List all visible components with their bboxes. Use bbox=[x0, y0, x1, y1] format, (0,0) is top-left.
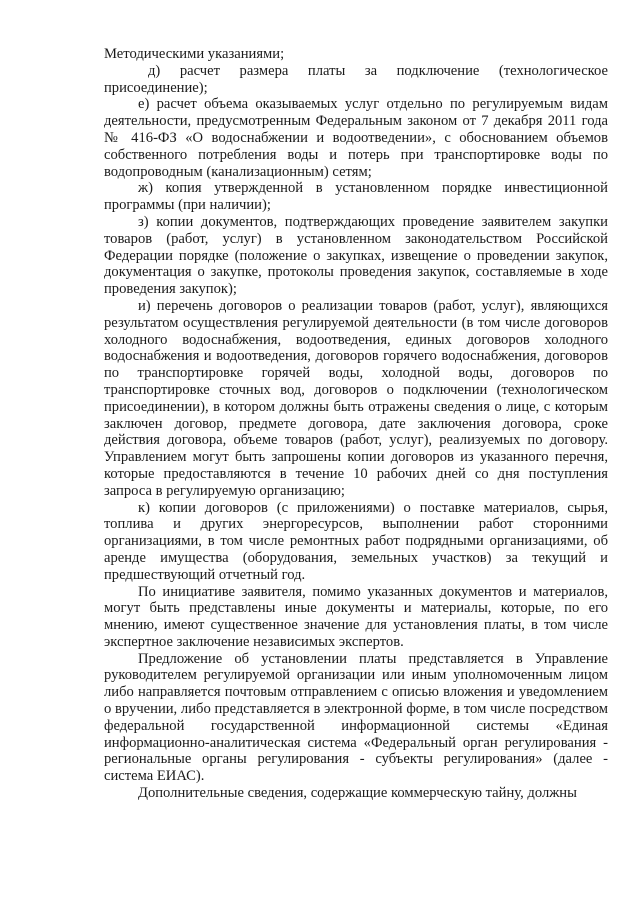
paragraph-item-i: и) перечень договоров о реализации товаров (работ, услуг), являющихся результатом осуществления регулируемой деятельности (в том числе договоров холодного водоснабжения, водоотведения, единых договоров холодного водоснабжения и водоотведения, договоров горячего водоснабжения, договоров по транспортировке горячей воды, холодной воды, договоров по транспортировке сточных вод, договоров о подключении (технологическом присоединении), в котором должны быть отражены сведения о лице, с которым заключен договор, предмете договора, дате заключения договора, сроке действия договора, объеме товаров (работ, услуг), реализуемых по договору. Управлением могут быть запрошены копии договоров из указанного перечня, которые предоставляются в течение 10 рабочих дней со дня поступления запроса в регулируемую организацию; bbox=[104, 297, 608, 499]
paragraph-item-d: д) расчет размера платы за подключение (технологическое присоединение); bbox=[104, 62, 608, 96]
paragraph-submission: Предложение об установлении платы представляется в Управление руководителем регулируемой организации или иным уполномоченным лицом либо направляется почтовым отправлением с описью вложения и уведомлением о вручении, либо представляется в электронной форме, в том числе посредством федеральной государственной информационной системы «Единая информационно-аналитическая система «Федеральный орган регулирования - региональные органы регулирования - субъекты регулирования» (далее - система ЕИАС). bbox=[104, 650, 608, 785]
paragraph-additional-documents: По инициативе заявителя, помимо указанных документов и материалов, могут быть представлены иные документы и материалы, которые, по его мнению, имеют существенное значение для установления платы, в том числе экспертное заключение независимых экспертов. bbox=[104, 583, 608, 650]
paragraph-item-k: к) копии договоров (с приложениями) о поставке материалов, сырья, топлива и других энергоресурсов, выполнении работ сторонними организациями, в том числе ремонтных работ подрядными организациями, об аренде имущества (оборудования, земельных участков) за текущий и предшествующий отчетный год. bbox=[104, 499, 608, 583]
paragraph-commercial-secret: Дополнительные сведения, содержащие коммерческую тайну, должны bbox=[138, 785, 577, 802]
paragraph-item-e: е) расчет объема оказываемых услуг отдельно по регулируемым видам деятельности, предусмотренным Федеральным законом от 7 декабря 2011 года № 416-ФЗ «О водоснабжении и водоотведении», с обоснованием объемов собственного потребления воды и потерь при транспортировке воды по водопроводным (канализационным) сетям; bbox=[104, 96, 608, 180]
paragraph-continuation: Методическими указаниями; bbox=[104, 46, 285, 62]
paragraph-item-z: з) копии документов, подтверждающих проведение заявителем закупки товаров (работ, услуг) в установленном законодательством Российской Федерации порядке (положение о закупках, извещение о проведении закупок, документация о закупке, протоколы проведения закупок, составляемые в ходе проведения закупок); bbox=[104, 213, 608, 298]
paragraph-item-zh: ж) копия утвержденной в установленном порядке инвестиционной программы (при наличии); bbox=[104, 180, 608, 214]
